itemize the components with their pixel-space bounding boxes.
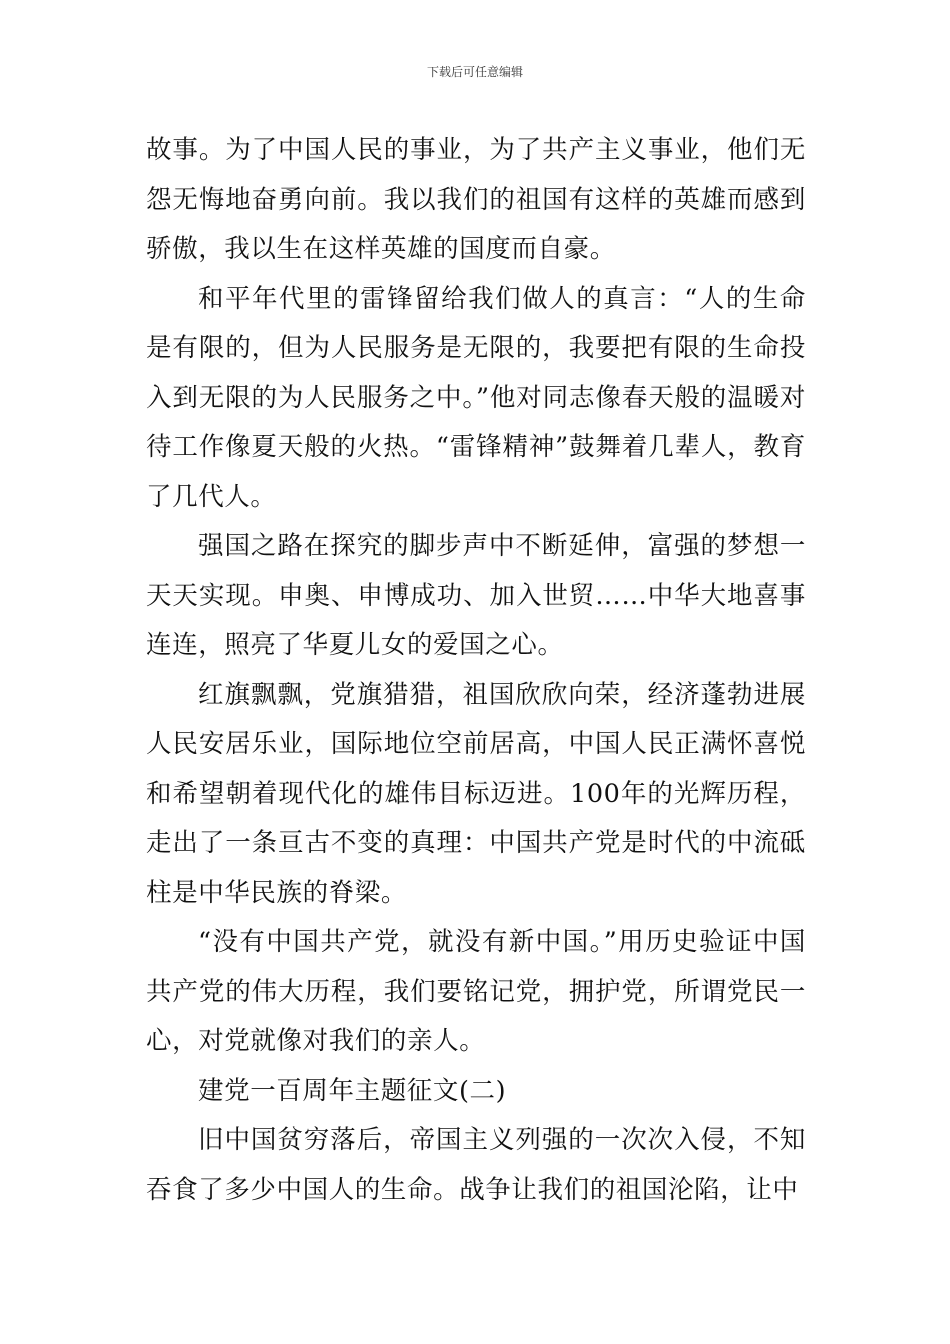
section-heading: 建党一百周年主题征文(二) (198, 1075, 507, 1106)
paragraph-3: 强国之路在探究的脚步声中不断延伸，富强的梦想一天天实现。申奥、申博成功、加入世贸……中华大地喜事连连，照亮了华夏儿女的爱国之心。 (146, 531, 806, 660)
paragraph-2: 和平年代里的雷锋留给我们做人的真言：“人的生命是有限的，但为人民服务是无限的，我要把有限的生命投入到无限的为人民服务之中。”他对同志像春天般的温暖对待工作像夏天般的火热。“雷锋精神”鼓舞着几辈人，教育了几代人。 (146, 283, 806, 512)
paragraph-4: 红旗飘飘，党旗猎猎，祖国欣欣向荣，经济蓬勃进展人民安居乐业，国际地位空前居高，中国人民正满怀喜悦和希望朝着现代化的雄伟目标迈进。100年的光辉历程，走出了一条亘古不变的真理：中国共产党是时代的中流砥柱是中华民族的脊梁。 (146, 679, 806, 908)
paragraph-5: “没有中国共产党，就没有新中国。”用历史验证中国共产党的伟大历程，我们要铭记党，拥护党，所谓党民一心，对党就像对我们的亲人。 (146, 927, 806, 1056)
paragraph-6: 旧中国贫穷落后，帝国主义列强的一次次入侵，不知吞食了多少中国人的生命。战争让我们的祖国沦陷，让中 (146, 1125, 806, 1205)
page-header: 下载后可任意编辑 (426, 65, 523, 79)
document-body (146, 126, 806, 1215)
paragraph-1: 故事。为了中国人民的事业，为了共产主义事业，他们无怨无悔地奋勇向前。我以我们的祖国有这样的英雄而感到骄傲，我以生在这样英雄的国度而自豪。 (146, 135, 806, 264)
